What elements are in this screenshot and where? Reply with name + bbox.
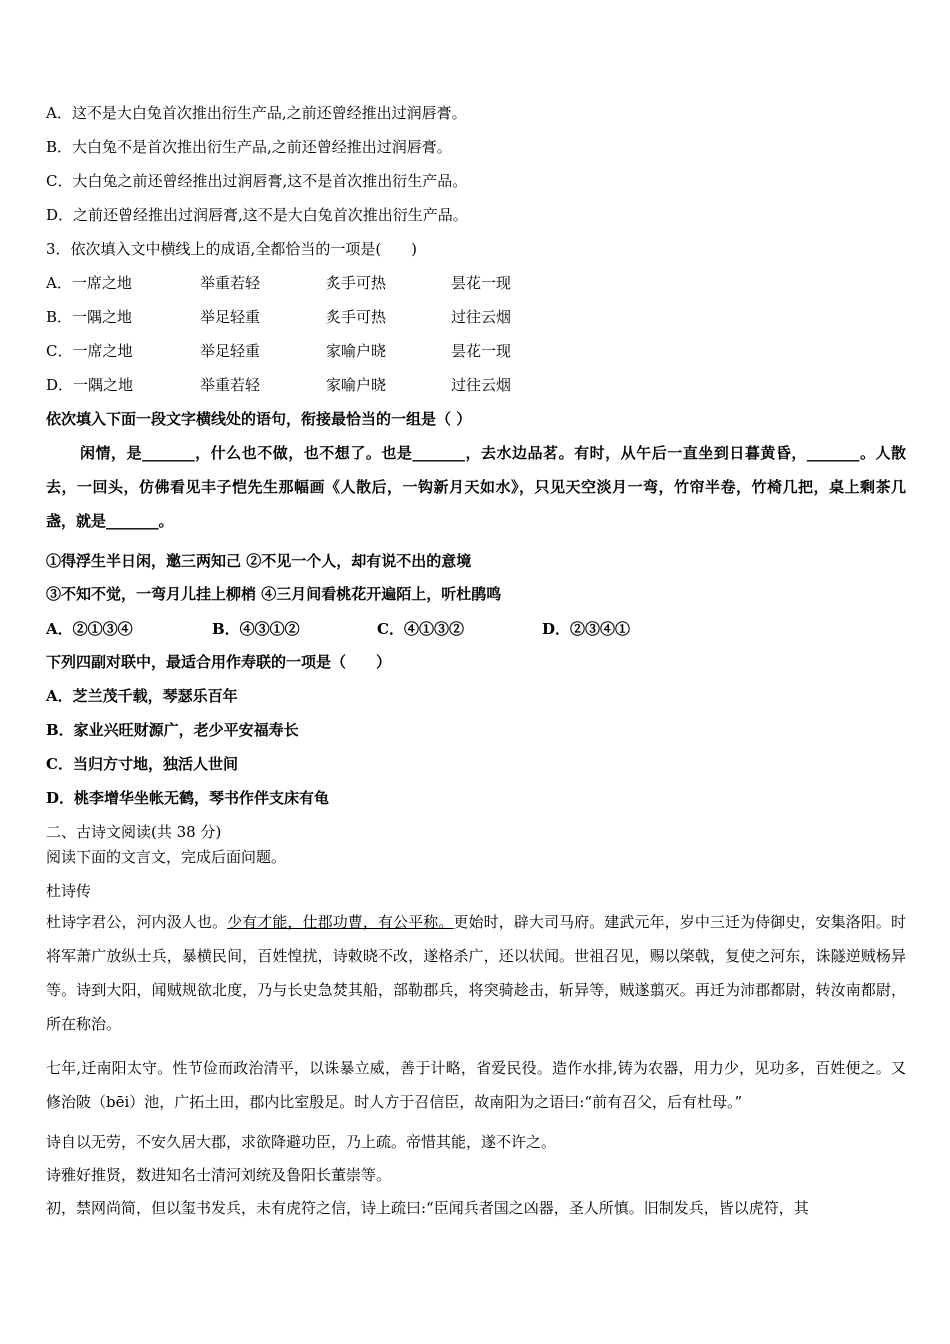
paragraph-1 bbox=[46, 905, 906, 1041]
q3-row-c-label: C．一席之地 bbox=[46, 342, 133, 360]
q5-stem: 下列四副对联中，最适合用作寿联的一项是（ ） bbox=[46, 653, 392, 671]
paragraph-5: 初，禁网尚简，但以玺书发兵，未有虎符之信，诗上疏曰:“臣闻兵者国之凶器，圣人所慎。旧制发兵，皆以虎符，其 bbox=[46, 1199, 809, 1217]
q3-row-b-label: B．一隅之地 bbox=[46, 308, 133, 326]
q2-option-c: C．大白兔之前还曾经推出过润唇膏,这不是首次推出衍生产品。 bbox=[46, 172, 468, 190]
q3-row-b-c3: 炙手可热 bbox=[326, 308, 387, 326]
q4-option-b: B．④③①② bbox=[212, 620, 300, 638]
q2-option-b: B．大白兔不是首次推出衍生产品,之前还曾经推出过润唇膏。 bbox=[46, 138, 452, 156]
q3-row-a-c2: 举重若轻 bbox=[200, 274, 261, 292]
paragraph-1-rest: 更始时，辟大司马府。建武元年，岁中三迁为侍御史，安集洛阳。时将军萧广放纵士兵，暴横民间，百姓惶扰，诗敕晓不改，遂格杀广，还以状闻。世祖召见，赐以棨戟，复使之河东，诛隧逆贼杨异等。诗到大阳，闻贼规欲北度，乃与长史急焚其船，部勒郡兵，将突骑趁击，斩异等，贼遂翦灭。再迁为沛郡都尉，转汝南都尉，所在称治。 bbox=[46, 913, 906, 1033]
section-title: 二、古诗文阅读(共 38 分) bbox=[46, 823, 222, 841]
text-title: 杜诗传 bbox=[46, 882, 92, 900]
paragraph-3: 诗自以无劳，不安久居大郡，求欲降避功臣，乃上疏。帝惜其能，遂不许之。 bbox=[46, 1133, 557, 1151]
q3-row-d bbox=[46, 375, 646, 395]
q4-option-a: A．②①③④ bbox=[46, 620, 133, 638]
q3-row-a-label: A．一席之地 bbox=[46, 274, 132, 292]
q3-row-c bbox=[46, 341, 646, 361]
q3-row-d-c2: 举重若轻 bbox=[200, 376, 261, 394]
q4-passage: 闲情，是_______，什么也不做，也不想了。也是_______，去水边品茗。有时，从午后一直坐到日暮黄昏，_______。人散去，一回头，仿佛看见丰子恺先生那幅画《人散后，一钩新月天如水》，只见天空淡月一弯，竹帘半卷，竹椅几把，桌上剩茶几盏，就是_______。 bbox=[46, 444, 906, 530]
section-instruction: 阅读下面的文言文，完成后面问题。 bbox=[46, 848, 287, 866]
q4-options bbox=[46, 619, 746, 639]
q3-row-b bbox=[46, 307, 646, 327]
q2-option-d: D．之前还曾经推出过润唇膏,这不是大白兔首次推出衍生产品。 bbox=[46, 206, 468, 224]
q3-stem: 3．依次填入文中横线上的成语,全都恰当的一项是( ) bbox=[46, 240, 418, 258]
paragraph-2: 七年,迁南阳太守。性节俭而政治清平，以诛暴立威，善于计略，省爱民役。造作水排,铸为农器，用力少，见功多，百姓便之。又修治陂（bēi）池，广拓土田，郡内比室殷足。时人方于召信臣，故南阳为之语曰:“前有召父，后有杜母。” bbox=[46, 1059, 906, 1111]
q3-row-b-c2: 举足轻重 bbox=[200, 308, 261, 326]
paragraph-1-start: 杜诗字君公，河内汲人也。 bbox=[46, 913, 228, 931]
q4-choices-line2: ③不知不觉，一弯月儿挂上柳梢 ④三月间看桃花开遍陌上，听杜鹃鸣 bbox=[46, 585, 502, 603]
q3-row-d-label: D．一隅之地 bbox=[46, 376, 134, 394]
q5-option-c: C．当归方寸地，独活人世间 bbox=[46, 755, 238, 773]
q3-row-a-c3: 炙手可热 bbox=[326, 274, 387, 292]
q4-choices-line1: ①得浮生半日闲，邀三两知己 ②不见一个人，却有说不出的意境 bbox=[46, 552, 472, 570]
q4-option-c: C．④①③② bbox=[377, 620, 464, 638]
q5-option-d: D．桃李增华坐帐无鹤，琴书作伴支床有龟 bbox=[46, 789, 330, 807]
q4-stem: 依次填入下面一段文字横线处的语句，衔接最恰当的一组是（ ） bbox=[46, 410, 472, 428]
q3-row-c-c4: 昙花一现 bbox=[451, 342, 512, 360]
paragraph-4: 诗雅好推贤，数进知名士清河刘统及鲁阳长董崇等。 bbox=[46, 1166, 392, 1184]
q5-option-a: A．芝兰茂千载，琴瑟乐百年 bbox=[46, 687, 238, 705]
underlined-sentence: 少有才能，仕郡功曹，有公平称。 bbox=[227, 913, 454, 931]
q3-row-d-c3: 家喻户晓 bbox=[326, 376, 387, 394]
q2-option-a: A．这不是大白兔首次推出衍生产品,之前还曾经推出过润唇膏。 bbox=[46, 104, 467, 122]
q3-row-b-c4: 过往云烟 bbox=[451, 308, 512, 326]
q3-row-d-c4: 过往云烟 bbox=[451, 376, 512, 394]
q4-option-d: D．②③④① bbox=[542, 620, 631, 638]
q5-option-b: B．家业兴旺财源广，老少平安福寿长 bbox=[46, 721, 299, 739]
q3-row-c-c2: 举足轻重 bbox=[200, 342, 261, 360]
q3-row-a bbox=[46, 273, 646, 293]
q3-row-a-c4: 昙花一现 bbox=[451, 274, 512, 292]
q3-row-c-c3: 家喻户晓 bbox=[326, 342, 387, 360]
